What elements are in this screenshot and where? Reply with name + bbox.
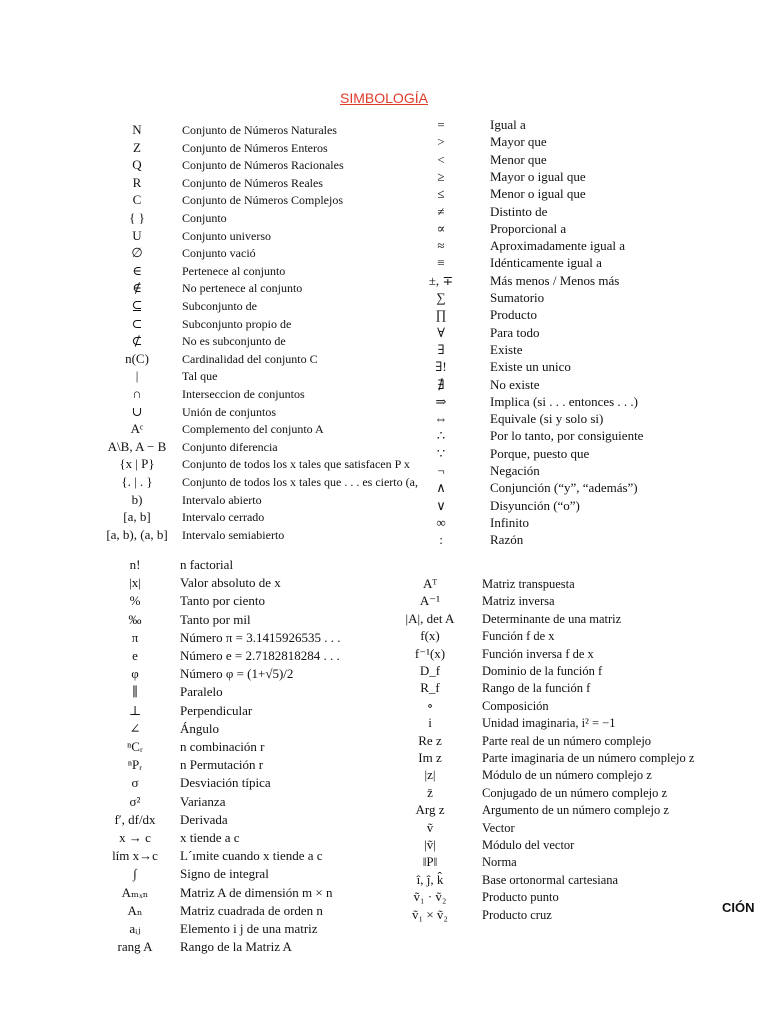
symbol-glyph: ∩ [132,386,142,401]
symbol-description: Menor o igual que [490,186,586,202]
symbol-description: n Permutación r [180,757,264,773]
symbol-description: Unidad imaginaria, i² = −1 [482,716,616,731]
symbol-glyph: î, ĵ, k̂ [416,871,444,887]
symbol-description: Determinante de una matriz [482,611,622,626]
symbol-description: Complemento del conjunto A [182,422,324,437]
symbol-glyph: x → c [119,830,151,845]
symbol-description: Vector [482,820,515,835]
symbol-description: Menor que [490,151,547,167]
symbol-glyph: ∃ [437,341,445,357]
symbol-description: Mayor que [490,134,547,150]
symbol-glyph: ⇒ [435,393,447,409]
symbol-description: Valor absoluto de x [180,575,281,591]
symbol-glyph: { } [129,210,145,225]
symbol-glyph: U [132,227,142,243]
symbol-description: Parte real de un número complejo [482,733,652,748]
page-title: SIMBOLOGÍA [340,90,428,106]
symbol-glyph: % [129,593,141,609]
symbol-glyph: b) [131,491,143,507]
symbol-description: Función f de x [482,629,555,644]
symbol-description: Negación [490,463,540,478]
symbol-glyph: ‖P‖ [422,854,438,870]
symbol-description: Tanto por mil [180,611,251,627]
symbol-description: Conjunto de Números Complejos [182,193,343,208]
symbol-glyph: ∑ [436,290,446,305]
symbol-glyph: N [132,122,142,137]
symbol-description: Base ortonormal cartesiana [482,872,619,887]
symbol-description: Mayor o igual que [490,168,586,184]
symbol-description: n factorial [180,557,234,572]
symbol-glyph: ≤ [437,186,445,202]
symbol-glyph: ∵ [436,445,446,461]
symbol-glyph: ∄ [437,376,445,392]
symbol-glyph: Arg z [415,802,445,818]
symbol-glyph: ṽ₁ × ṽ₂ [412,906,448,922]
symbol-glyph: ⊆ [131,298,143,313]
symbol-description: Conjunto [182,211,227,225]
symbol-glyph: ∘ [426,697,434,713]
symbol-description: Interseccion de conjuntos [182,387,305,401]
symbol-description: Unión de conjuntos [182,404,276,419]
symbol-glyph: i [428,715,432,731]
symbol-description: Producto punto [482,890,559,905]
symbol-description: Número π = 3.1415926535 . . . [180,629,341,645]
symbol-description: Proporcional a [490,220,567,236]
symbol-description: Argumento de un número complejo z [482,803,669,818]
symbol-glyph: Q [132,157,142,173]
symbol-glyph: n(C) [125,350,149,366]
symbol-description: L´ımite cuando x tiende a c [180,848,323,864]
symbol-glyph: Re z [418,732,442,748]
symbol-description: Idénticamente igual a [490,255,602,271]
symbol-description: Intervalo cerrado [182,510,265,525]
symbol-description: No existe [490,376,540,392]
symbol-description: Ángulo [180,720,219,736]
symbol-glyph: ⊥ [128,702,142,718]
symbol-description: Conjunto de Números Racionales [182,158,344,173]
symbol-glyph: rang A [117,939,153,955]
symbol-glyph: lím x→c [112,848,158,864]
symbol-glyph: = [437,117,445,132]
symbol-glyph: | [135,368,139,384]
symbol-description: Infinito [490,514,529,530]
symbol-description: Norma [482,855,517,870]
symbol-glyph: |A|, det A [405,610,455,626]
symbol-description: Perpendicular [180,702,253,718]
symbol-glyph: ∈ [132,262,142,278]
symbol-description: x tiende a c [180,830,240,845]
symbol-description: Paralelo [180,684,223,700]
symbol-glyph: ≠ [437,203,445,219]
symbol-glyph: ⊄ [131,333,143,349]
symbol-glyph: ⁿCᵣ [127,739,143,754]
symbol-description: Disyunción (“o”) [490,497,580,513]
symbol-description: Matriz cuadrada de orden n [180,902,323,918]
symbol-description: Matriz transpuesta [482,577,575,591]
symbol-glyph: z̄ [427,784,433,800]
symbol-glyph: A⁻¹ [419,593,441,609]
symbol-description: Signo de integral [180,866,269,882]
symbol-description: Función inversa f de x [482,646,594,661]
symbol-glyph: C [132,192,142,208]
symbol-glyph: ∉ [132,280,142,296]
symbol-description: Módulo del vector [482,838,575,852]
symbol-description: n combinación r [180,739,265,754]
symbol-description: Equivale (si y solo si) [490,411,604,427]
symbol-description: Pertenece al conjunto [182,263,286,278]
symbol-glyph: ṽ₁ · ṽ₂ [413,889,447,905]
symbol-description: Derivada [180,811,228,827]
symbol-description: Subconjunto propio de [182,316,292,331]
symbol-glyph: [a, b] [123,509,151,525]
symbol-glyph: ∀ [437,324,445,340]
symbol-glyph: R [132,174,142,190]
symbol-description: Parte imaginaria de un número complejo z [482,751,695,765]
symbol-description: Conjunto de Números Naturales [182,123,337,137]
symbol-description: Más menos / Menos más [490,272,620,288]
symbol-glyph: {x | P} [119,456,155,472]
symbol-description: Aproximadamente igual a [490,238,626,254]
symbol-description: Porque, puesto que [490,445,590,461]
symbol-description: Módulo de un número complejo z [482,768,652,783]
cut-off-heading: CIÓN [722,900,755,915]
symbol-description: Conjunto diferencia [182,439,278,454]
symbol-description: Conjunto vació [182,246,256,261]
symbol-glyph: ¬ [437,463,445,478]
symbol-glyph: |z| [424,767,436,783]
symbol-glyph: ∪ [131,403,143,419]
symbol-glyph: |ṽ| [424,837,436,852]
symbol-glyph: ⇔ [434,411,448,427]
symbol-description: Elemento i j de una matriz [180,921,318,936]
symbol-description: No pertenece al conjunto [182,281,303,296]
symbol-glyph: |x| [129,575,141,591]
symbol-glyph: f(x) [420,628,440,644]
symbol-glyph: Aₘₓₙ [121,884,149,900]
symbol-glyph: ‰ [128,611,142,627]
symbol-description: Conjunción (“y”, “además”) [490,480,638,496]
symbol-description: Conjunto universo [182,228,271,243]
symbol-description: Distinto de [490,203,548,219]
symbol-glyph: ±, ∓ [428,272,454,288]
symbol-glyph: f⁻¹(x) [414,645,446,661]
symbol-glyph: Z [133,139,141,155]
symbol-description: Dominio de la función f [482,664,603,678]
symbol-description: Conjunto de Números Reales [182,175,323,190]
symbol-glyph: ≥ [437,168,445,184]
symbol-description: Intervalo abierto [182,492,262,507]
symbol-glyph: n! [129,557,141,572]
symbol-glyph: ∥ [131,684,138,700]
symbol-description: Varianza [180,793,226,809]
symbol-glyph: f′, df/dx [114,811,156,827]
symbol-glyph: aᵢⱼ [129,921,141,936]
symbol-glyph: Aᵀ [422,576,438,591]
symbol-description: Desviación típica [180,775,271,791]
symbol-glyph: R_f [420,680,440,696]
symbol-glyph: > [437,134,445,150]
symbol-glyph: [a, b), (a, b] [106,526,168,542]
symbol-glyph: ≈ [437,238,445,254]
symbol-description: Producto cruz [482,907,552,922]
symbol-glyph: ≡ [437,255,445,271]
symbol-description: Subconjunto de [182,299,257,313]
symbol-description: Cardinalidad del conjunto C [182,351,318,366]
symbol-description: Tanto por ciento [180,593,266,609]
symbol-description: Implica (si . . . entonces . . .) [490,393,639,409]
symbol-description: Para todo [490,324,540,340]
symbol-description: Composición [482,698,549,713]
symbol-glyph: : [439,532,443,548]
symbol-description: Número φ = (1+√5)/2 [180,666,294,682]
symbol-glyph: e [132,648,138,663]
symbol-description: Existe un unico [490,359,571,375]
symbol-description: Igual a [490,117,526,132]
symbol-glyph: ∞ [436,514,446,530]
symbol-glyph: Aₙ [127,902,143,918]
symbol-glyph: ∠ [129,720,141,736]
symbol-description: Por lo tanto, por consiguiente [490,428,644,444]
symbol-description: Razón [490,532,524,548]
symbol-glyph: σ² [129,793,141,809]
symbol-description: No es subconjunto de [182,334,286,349]
symbol-glyph: ∴ [436,428,446,444]
symbol-glyph: < [437,151,445,167]
symbol-description: Producto [490,307,537,323]
symbol-description: Conjunto de todos los x tales que satisfacen P x [182,457,410,472]
symbol-glyph: ṽ [426,819,434,835]
symbol-description: Existe [490,341,523,357]
symbol-glyph: Im z [418,750,442,765]
symbol-glyph: ∨ [436,497,446,513]
symbol-glyph: ∧ [436,480,446,496]
symbol-glyph: ∏ [435,307,447,323]
symbol-description: Número e = 2.7182818284 . . . [180,648,340,663]
symbol-description: Conjugado de un número complejo z [482,785,668,800]
symbol-glyph: ∃! [435,359,447,375]
symbol-description: Rango de la función f [482,681,591,696]
symbol-description: Rango de la Matriz A [180,939,292,955]
symbol-glyph: D_f [419,663,441,678]
symbol-glyph: ⊂ [131,315,143,331]
symbol-glyph: Aᶜ [130,421,144,437]
symbol-description: Matriz inversa [482,594,555,609]
symbol-glyph: ⁿPᵣ [127,757,143,773]
symbol-glyph: {. | . } [121,474,153,489]
symbol-glyph: ∫ [133,866,137,882]
symbol-glyph: φ [131,666,139,682]
symbol-description: Matriz A de dimensión m × n [180,884,333,900]
symbol-description: Tal que [182,369,218,384]
symbol-glyph: A\B, A − B [107,438,167,454]
symbol-glyph: σ [131,775,139,791]
symbol-description: Conjunto de Números Enteros [182,140,328,155]
symbol-glyph: ∅ [131,245,143,261]
symbol-description: Sumatorio [490,290,545,305]
symbol-glyph: ∝ [436,220,446,236]
symbol-description: Conjunto de todos los x tales que . . . es cierto (a, [182,475,418,489]
symbol-glyph: π [131,629,139,645]
symbol-description: Intervalo semiabierto [182,527,285,542]
